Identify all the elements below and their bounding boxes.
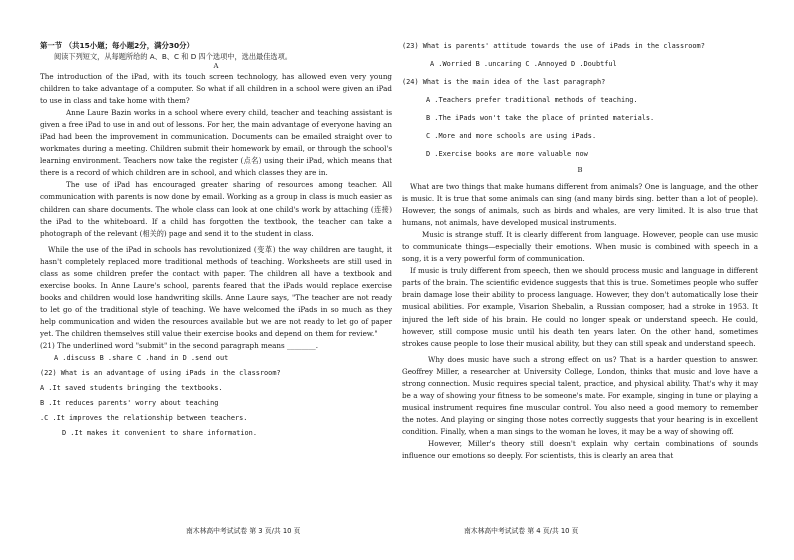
question-21-options: A .discuss B .share C .hand in D .send out — [54, 354, 229, 363]
question-22-option-a: A .It saved students bringing the textbooks. — [40, 384, 223, 393]
right-page-column — [402, 40, 758, 462]
question-22-option-b: B .It reduces parents' worry about teaching — [40, 399, 219, 408]
passage-a-paragraph-3: The use of iPad has encouraged greater sharing of resources among teacher. All communication with parents is now done by email. Working as a group in class is much easier as children can share documents. The whole class can look at one child's work by attaching (连接) the iPad to the whiteboard. If a child has forgotten the textbook, the teacher can take a photograph of the relevant (相关的) page and send it to the student in class. — [40, 180, 392, 238]
passage-a-paragraph-1: The introduction of the iPad, with its touch screen technology, has allowed even very young children to take advantage of a computer. So what if all children in a school were given an iPad to use in class and take home with them? — [40, 72, 392, 106]
question-24-option-b: B .The iPads won't take the place of printed materials. — [426, 114, 655, 122]
left-page-column — [40, 40, 392, 439]
question-22-option-c: .C .It improves the relationship between teachers. — [40, 414, 248, 423]
left-page-footer: 南木林高中考试试卷 第 3 页/共 10 页 — [186, 527, 301, 535]
passage-a-paragraph-2: Anne Laure Bazin works in a school where every child, teacher and teaching assistant is given a free iPad to use in and out of lessons. For her, the main advantage of everyone having an iPad had been the improvement in communication. Documents can be emailed straight over to workmates during a meeting. Children submit their homework by email, or through the school's learning environment. Teachers now take the register (点名) using their iPad, which means that there is a record of which children are in school, and which classes they are in. — [40, 108, 392, 178]
question-24-option-c: C .More and more schools are using iPads. — [426, 132, 597, 140]
passage-a-label: A — [213, 62, 219, 70]
question-21: (21) The underlined word "submit" in the second paragraph means ________. — [40, 341, 319, 351]
passage-b-paragraph-4: Why does music have such a strong effect on us? That is a harder question to answer. Geoffrey Miller, a researcher at University College, London, thinks that music and love have a strong connection. Music requires special talent, practice, and physical ability. That's why it may be a way of showing your fitness to be someone's mate. For example, singing in tune or playing a musical instrument requires fine muscular control. You also need a good memory to remember the notes. And playing or singing those notes correctly suggests that your hearing is in excellent condition. Finally, when a man sings to the woman he loves, it may be a way of showing off. — [402, 354, 758, 436]
right-page-footer: 南木林高中考试试卷 第 4 页/共 10 页 — [464, 527, 579, 535]
reading-instruction: 阅读下列短文，从每题所给的 A、B、C 和 D 四个选项中，选出最佳选项。 — [54, 52, 292, 61]
section-title: 第一节 （共15小题；每小题2分，满分30分） — [40, 41, 194, 50]
passage-b-paragraph-3: If music is truly different from speech, then we should process music and language in different parts of the brain. The scientific evidence suggests that this is true. Sometimes people who suffer brain damage lose their ability to process language. However, they don't automatically lose their musical abilities. For example, Visarion Shebalin, a Russian composer, had a stroke in 1953. It injured the left side of his brain. He could no longer speak or understand speech. He could, however, still compose music until his death ten years later. On the other hand, sometimes strokes cause people to lose their musical ability, but they can still speak and understand speech. — [402, 266, 758, 348]
question-22-option-d: D .It makes it convenient to share information. — [62, 429, 257, 438]
passage-a-paragraph-4: While the use of the iPad in schools has revolutionized (变革) the way children are taught, it hasn't completely replaced more traditional methods of teaching. Worksheets are still used in class as some children prefer the contact with paper. The children all have a textbook and exercise books. In Anne Laure's school, parents feared that the iPads would replace exercise books and children would lose handwriting skills. Anne Laure says, "The teacher are not ready to let go of the traditional style of teaching. We have welcomed the iPads in so much as they help communication and widen the resources available but we are not ready to let go of paper yet. The children themselves still value their exercise books and depend on them for review." — [40, 244, 392, 338]
passage-b-paragraph-5: However, Miller's theory still doesn't explain why certain combinations of sounds influence our emotions so deeply. For scientists, this is clearly an area that — [402, 438, 758, 461]
passage-b-label: B — [577, 166, 583, 174]
passage-b-paragraph-1: What are two things that make humans different from animals? One is language, and the other is music. It is true that some animals can sing (and many birds sing. better than a lot of people). However, the songs of animals, such as birds and whales, are very limited. It is also true that humans, not animals, have developed musical instruments. — [402, 182, 758, 228]
question-24-option-d: D .Exercise books are more valuable now — [426, 150, 588, 158]
passage-b-paragraph-2: Music is strange stuff. It is clearly different from language. However, people can use music to communicate things—especially their emotions. When music is combined with speech in a song, it is a very powerful form of communication. — [402, 230, 758, 264]
question-22: (22) What is an advantage of using iPads in the classroom? — [40, 369, 281, 378]
question-24-option-a: A .Teachers prefer traditional methods of teaching. — [426, 96, 638, 104]
question-24: (24) What is the main idea of the last paragraph? — [402, 78, 606, 86]
question-23-options: A .Worried B .uncaring C .Annoyed D .Doubtful — [430, 60, 617, 68]
question-23: (23) What is parents' attitude towards the use of iPads in the classroom? — [402, 42, 705, 50]
